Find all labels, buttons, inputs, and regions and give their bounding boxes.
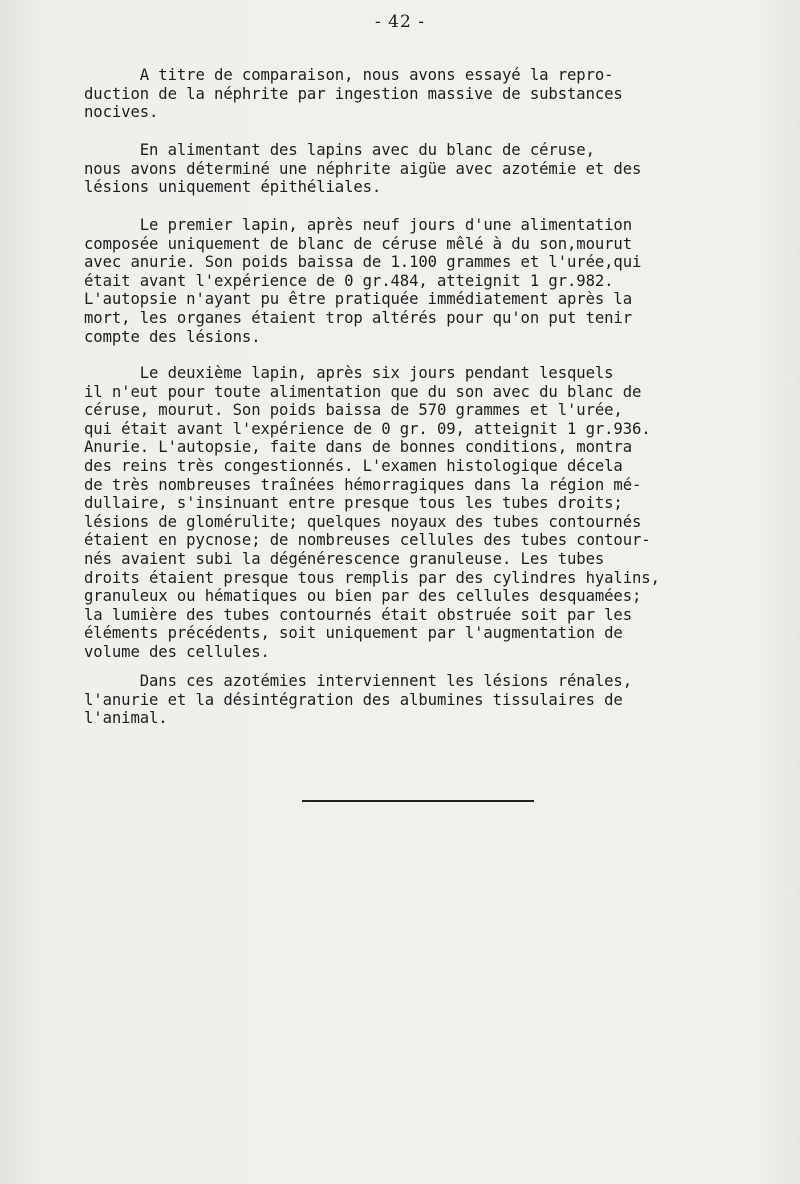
text-line: lésions de glomérulite; quelques noyaux des tubes contournés — [84, 512, 642, 531]
text-line: Le deuxième lapin, après six jours pendant lesquels — [84, 364, 614, 382]
section-divider — [302, 800, 534, 802]
text-line: l'anurie et la désintégration des albumines tissulaires de — [84, 690, 623, 709]
text-line: il n'eut pour toute alimentation que du son avec du blanc de — [84, 382, 642, 401]
text-line: nés avaient subi la dégénérescence granuleuse. Les tubes — [84, 549, 605, 568]
text-line: céruse, mourut. Son poids baissa de 570 grammes et l'urée, — [84, 401, 623, 420]
text-line: dullaire, s'insinuant entre presque tous les tubes droits; — [84, 494, 623, 513]
text-line: duction de la néphrite par ingestion massive de substances — [84, 84, 623, 103]
paragraph-5 — [84, 672, 784, 728]
text-line: étaient en pycnose; de nombreuses cellules des tubes contour- — [84, 531, 651, 550]
text-line: la lumière des tubes contournés était obstruée soit par les — [84, 605, 633, 624]
text-line: nocives. — [84, 103, 159, 122]
text-line: droits étaient presque tous remplis par des cylindres hyalins, — [84, 568, 660, 587]
text-line: composée uniquement de blanc de céruse mêlé à du son,mourut — [84, 234, 633, 253]
text-line: éléments précédents, soit uniquement par l'augmentation de — [84, 624, 623, 643]
text-line: A titre de comparaison, nous avons essayé la repro- — [84, 66, 614, 84]
text-line: granuleux ou hématiques ou bien par des cellules desquamées; — [84, 587, 642, 606]
text-line: des reins très congestionnés. L'examen histologique décela — [84, 456, 623, 475]
paragraph-1 — [84, 66, 784, 122]
text-line: Anurie. L'autopsie, faite dans de bonnes conditions, montra — [84, 438, 633, 457]
page-number: - 42 - — [375, 12, 425, 32]
text-line: volume des cellules. — [84, 642, 270, 661]
text-line: mort, les organes étaient trop altérés pour qu'on put tenir — [84, 308, 633, 327]
text-line: Le premier lapin, après neuf jours d'une alimentation — [84, 216, 633, 234]
text-line: l'animal. — [84, 709, 168, 728]
text-line: qui était avant l'expérience de 0 gr. 09, atteignit 1 gr.936. — [84, 419, 651, 438]
text-line: avec anurie. Son poids baissa de 1.100 grammes et l'urée,qui — [84, 253, 642, 272]
text-line: L'autopsie n'ayant pu être pratiquée immédiatement après la — [84, 290, 633, 309]
paragraph-3 — [84, 216, 784, 346]
text-line: Dans ces azotémies interviennent les lésions rénales, — [84, 672, 633, 690]
paragraph-2 — [84, 141, 784, 197]
paragraph-4 — [84, 364, 784, 662]
text-line: était avant l'expérience de 0 gr.484, atteignit 1 gr.982. — [84, 271, 614, 290]
text-line: nous avons déterminé une néphrite aigüe avec azotémie et des — [84, 159, 642, 178]
text-line: compte des lésions. — [84, 327, 261, 346]
text-line: de très nombreuses traînées hémorragiques dans la région mé- — [84, 475, 642, 494]
text-line: En alimentant des lapins avec du blanc de céruse, — [84, 141, 595, 159]
text-line: lésions uniquement épithéliales. — [84, 178, 382, 197]
